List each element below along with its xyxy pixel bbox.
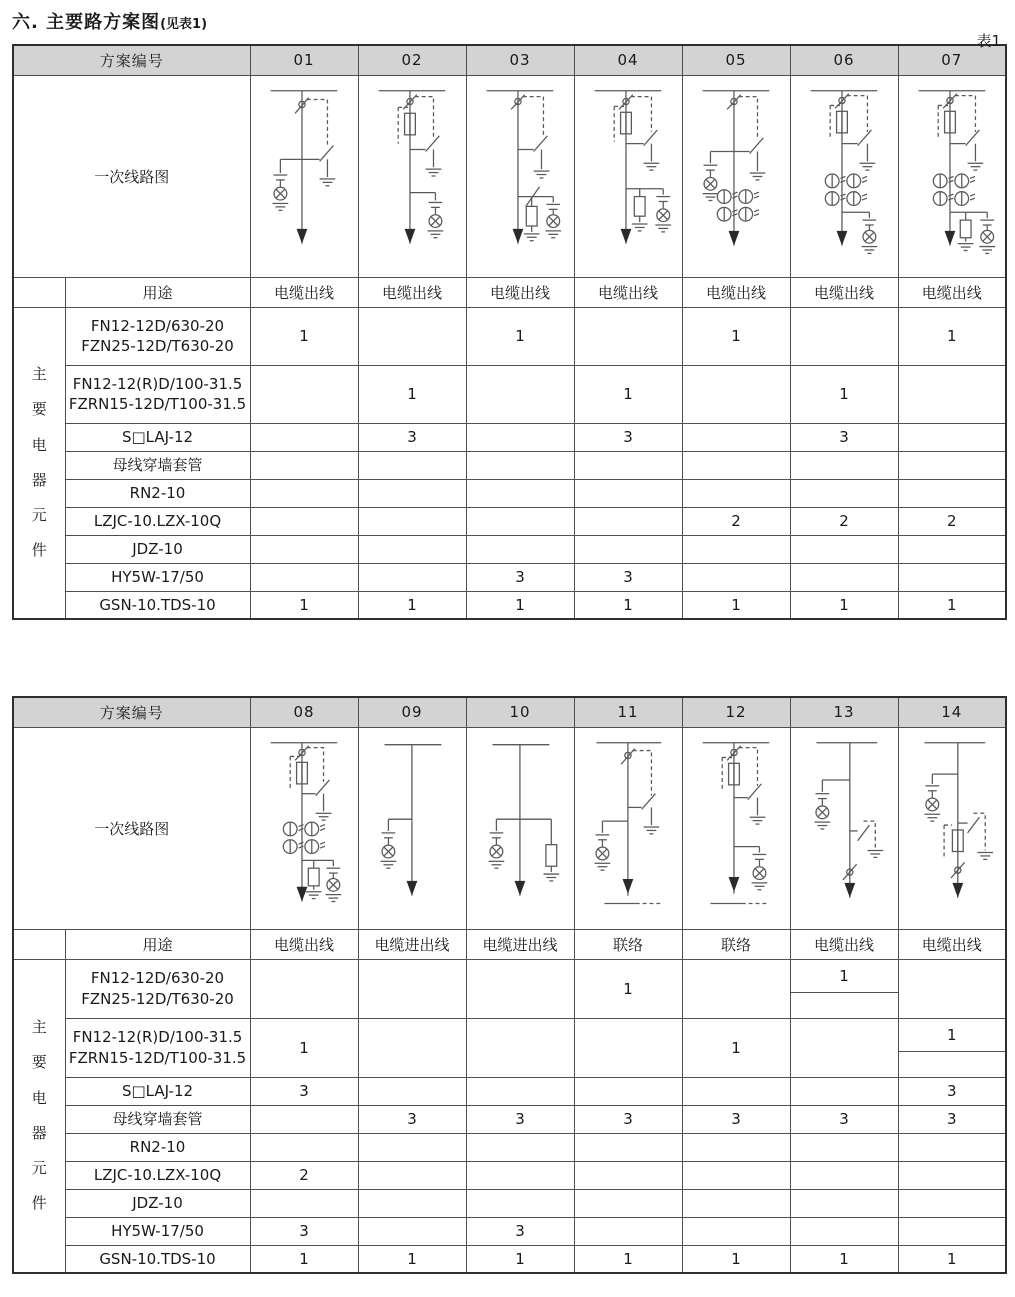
qty-cell: 3 <box>574 423 682 451</box>
qty-cell <box>466 507 574 535</box>
qty-cell <box>250 365 358 423</box>
primary-diagram-label: 一次线路图 <box>13 727 250 929</box>
qty-cell <box>466 1077 574 1105</box>
qty-cell <box>358 479 466 507</box>
scheme-number-03: 03 <box>466 45 574 75</box>
qty-cell <box>466 535 574 563</box>
qty-cell <box>898 451 1006 479</box>
usage-cell: 电缆出线 <box>574 277 682 307</box>
qty-cell <box>466 365 574 423</box>
circuit-diagram-04 <box>575 77 681 275</box>
qty-cell: 1 <box>250 307 358 365</box>
scheme-no-label: 方案编号 <box>13 45 250 75</box>
diagram-cell-03 <box>466 75 574 277</box>
qty-cell: 1 <box>898 1245 1006 1273</box>
table-tag: 表1 <box>976 32 1001 50</box>
component-row <box>13 563 1006 591</box>
usage-cell: 联络 <box>574 929 682 959</box>
diagram-cell-04 <box>574 75 682 277</box>
component-row <box>13 507 1006 535</box>
scheme-number-08: 08 <box>250 697 358 727</box>
qty-cell: 2 <box>250 1161 358 1189</box>
qty-cell: 1 <box>682 1018 790 1077</box>
usage-cell: 联络 <box>682 929 790 959</box>
component-row <box>13 1133 1006 1161</box>
qty-cell <box>898 1217 1006 1245</box>
component-row <box>13 451 1006 479</box>
qty-cell <box>358 1189 466 1217</box>
qty-cell: 2 <box>898 507 1006 535</box>
qty-cell <box>358 1077 466 1105</box>
qty-cell <box>898 365 1006 423</box>
diagram-cell-01 <box>250 75 358 277</box>
scheme-number-05: 05 <box>682 45 790 75</box>
qty-cell <box>574 1217 682 1245</box>
circuit-diagram-02 <box>359 77 465 275</box>
qty-cell <box>250 479 358 507</box>
qty-cell <box>682 1161 790 1189</box>
usage-cell: 电缆出线 <box>250 929 358 959</box>
qty-cell <box>898 1161 1006 1189</box>
qty-cell <box>466 1018 574 1077</box>
usage-label: 用途 <box>65 929 250 959</box>
component-name: S□LAJ-12 <box>65 1077 250 1105</box>
circuit-diagram-13 <box>791 729 897 927</box>
scheme-number-14: 14 <box>898 697 1006 727</box>
qty-cell <box>898 423 1006 451</box>
qty-cell-split: 1 <box>898 1018 1006 1077</box>
qty-cell: 2 <box>790 507 898 535</box>
main-components-label: 主要电器元件 <box>13 307 65 619</box>
qty-cell: 1 <box>898 307 1006 365</box>
qty-cell: 3 <box>466 563 574 591</box>
scheme-table-1 <box>12 44 1007 620</box>
diagram-cell-05 <box>682 75 790 277</box>
qty-cell <box>250 451 358 479</box>
component-name: RN2-10 <box>65 479 250 507</box>
usage-row <box>13 929 1006 959</box>
qty-cell <box>574 1018 682 1077</box>
diagram-cell-13 <box>790 727 898 929</box>
qty-cell: 3 <box>898 1105 1006 1133</box>
scheme-number-12: 12 <box>682 697 790 727</box>
qty-cell: 3 <box>574 563 682 591</box>
component-name: HY5W-17/50 <box>65 563 250 591</box>
qty-cell <box>574 1077 682 1105</box>
qty-cell: 1 <box>466 591 574 619</box>
qty-cell <box>682 451 790 479</box>
usage-cell: 电缆出线 <box>466 277 574 307</box>
component-row <box>13 307 1006 365</box>
scheme-number-04: 04 <box>574 45 682 75</box>
component-name: JDZ-10 <box>65 1189 250 1217</box>
qty-cell <box>790 479 898 507</box>
qty-cell <box>682 365 790 423</box>
qty-cell: 1 <box>574 959 682 1018</box>
qty-cell: 1 <box>358 591 466 619</box>
qty-cell <box>790 1077 898 1105</box>
qty-cell <box>250 507 358 535</box>
scheme-number-10: 10 <box>466 697 574 727</box>
qty-cell <box>790 563 898 591</box>
main-components-label: 主要电器元件 <box>13 959 65 1273</box>
qty-cell: 1 <box>250 1018 358 1077</box>
usage-cell: 电缆出线 <box>682 277 790 307</box>
scheme-number-06: 06 <box>790 45 898 75</box>
scheme-number-09: 09 <box>358 697 466 727</box>
qty-cell <box>898 1133 1006 1161</box>
usage-cell: 电缆出线 <box>250 277 358 307</box>
scheme-header-row <box>13 697 1006 727</box>
qty-cell <box>682 535 790 563</box>
qty-cell <box>682 1189 790 1217</box>
scheme-no-label: 方案编号 <box>13 697 250 727</box>
qty-cell: 1 <box>466 1245 574 1273</box>
qty-cell <box>358 959 466 1018</box>
primary-diagram-label: 一次线路图 <box>13 75 250 277</box>
qty-cell-split: 1 <box>790 959 898 1018</box>
qty-cell <box>574 451 682 479</box>
qty-cell: 3 <box>466 1217 574 1245</box>
qty-cell <box>682 1133 790 1161</box>
scheme-number-02: 02 <box>358 45 466 75</box>
component-name: GSN-10.TDS-10 <box>65 591 250 619</box>
qty-cell: 1 <box>358 365 466 423</box>
qty-cell: 3 <box>790 423 898 451</box>
qty-cell <box>358 563 466 591</box>
usage-cell: 电缆进出线 <box>466 929 574 959</box>
page-title-suffix: (见表1) <box>160 17 208 32</box>
diagram-row <box>13 727 1006 929</box>
qty-cell <box>358 307 466 365</box>
qty-cell <box>466 1189 574 1217</box>
qty-cell: 1 <box>682 307 790 365</box>
qty-cell <box>790 1018 898 1077</box>
qty-cell: 3 <box>250 1077 358 1105</box>
qty-cell: 1 <box>790 591 898 619</box>
qty-cell: 1 <box>790 365 898 423</box>
qty-cell: 1 <box>574 591 682 619</box>
qty-cell <box>574 1133 682 1161</box>
circuit-diagram-01 <box>251 77 357 275</box>
qty-cell: 3 <box>358 423 466 451</box>
qty-cell <box>250 959 358 1018</box>
qty-cell <box>790 1189 898 1217</box>
qty-cell: 1 <box>898 591 1006 619</box>
qty-cell <box>682 479 790 507</box>
circuit-diagram-07 <box>899 77 1005 275</box>
scheme-header-row <box>13 45 1006 75</box>
qty-cell: 3 <box>466 1105 574 1133</box>
component-name: FN12-12D/630-20 FZN25-12D/T630-20 <box>65 959 250 1018</box>
spacer-cell <box>13 277 65 307</box>
component-row <box>13 1189 1006 1217</box>
qty-cell <box>790 1133 898 1161</box>
component-row <box>13 423 1006 451</box>
qty-cell: 1 <box>250 591 358 619</box>
spacer-cell <box>13 929 65 959</box>
qty-cell <box>682 959 790 1018</box>
component-row <box>13 535 1006 563</box>
qty-cell: 1 <box>358 1245 466 1273</box>
component-name: S□LAJ-12 <box>65 423 250 451</box>
qty-cell <box>466 479 574 507</box>
component-row <box>13 591 1006 619</box>
page-title-text: 六. 主要路方案图 <box>12 12 161 33</box>
qty-cell <box>250 535 358 563</box>
component-row <box>13 1161 1006 1189</box>
qty-cell <box>898 535 1006 563</box>
qty-cell <box>790 451 898 479</box>
component-row <box>13 1077 1006 1105</box>
usage-cell: 电缆出线 <box>790 277 898 307</box>
component-row <box>13 365 1006 423</box>
qty-cell <box>358 507 466 535</box>
scheme-number-01: 01 <box>250 45 358 75</box>
qty-cell <box>466 1133 574 1161</box>
circuit-diagram-12 <box>683 729 789 927</box>
qty-cell <box>250 423 358 451</box>
qty-cell <box>250 563 358 591</box>
diagram-cell-11 <box>574 727 682 929</box>
qty-cell <box>358 1217 466 1245</box>
qty-cell <box>466 423 574 451</box>
scheme-number-11: 11 <box>574 697 682 727</box>
qty-cell <box>574 507 682 535</box>
qty-cell: 3 <box>358 1105 466 1133</box>
component-name: HY5W-17/50 <box>65 1217 250 1245</box>
scheme-number-07: 07 <box>898 45 1006 75</box>
qty-cell: 1 <box>250 1245 358 1273</box>
qty-cell <box>898 1189 1006 1217</box>
scheme-number-13: 13 <box>790 697 898 727</box>
component-row <box>13 1018 1006 1077</box>
qty-cell: 1 <box>790 1245 898 1273</box>
qty-cell: 1 <box>574 365 682 423</box>
diagram-cell-12 <box>682 727 790 929</box>
qty-cell: 3 <box>682 1105 790 1133</box>
component-name: RN2-10 <box>65 1133 250 1161</box>
component-name: 母线穿墙套管 <box>65 1105 250 1133</box>
qty-cell <box>682 563 790 591</box>
qty-cell: 1 <box>682 1245 790 1273</box>
qty-cell <box>250 1105 358 1133</box>
usage-cell: 电缆出线 <box>790 929 898 959</box>
qty-cell <box>682 1077 790 1105</box>
diagram-cell-10 <box>466 727 574 929</box>
qty-cell <box>574 1189 682 1217</box>
circuit-diagram-14 <box>899 729 1005 927</box>
component-row <box>13 1105 1006 1133</box>
circuit-diagram-11 <box>575 729 681 927</box>
qty-cell <box>466 451 574 479</box>
circuit-diagram-03 <box>467 77 573 275</box>
circuit-diagram-05 <box>683 77 789 275</box>
usage-cell: 电缆出线 <box>898 929 1006 959</box>
qty-cell <box>790 1161 898 1189</box>
qty-cell <box>250 1189 358 1217</box>
diagram-cell-14 <box>898 727 1006 929</box>
qty-cell: 3 <box>574 1105 682 1133</box>
qty-cell <box>358 1161 466 1189</box>
diagram-cell-07 <box>898 75 1006 277</box>
circuit-diagram-09 <box>359 729 465 927</box>
diagram-cell-02 <box>358 75 466 277</box>
component-row <box>13 959 1006 1018</box>
qty-cell <box>466 959 574 1018</box>
qty-cell <box>358 1018 466 1077</box>
usage-label: 用途 <box>65 277 250 307</box>
component-name: 母线穿墙套管 <box>65 451 250 479</box>
component-row <box>13 479 1006 507</box>
component-name: FN12-12(R)D/100-31.5 FZRN15-12D/T100-31.5 <box>65 365 250 423</box>
page-title <box>12 8 1005 38</box>
qty-cell <box>682 1217 790 1245</box>
qty-cell <box>574 479 682 507</box>
circuit-diagram-06 <box>791 77 897 275</box>
usage-cell: 电缆出线 <box>358 277 466 307</box>
component-name: GSN-10.TDS-10 <box>65 1245 250 1273</box>
qty-cell <box>250 1133 358 1161</box>
qty-cell <box>682 423 790 451</box>
usage-cell: 电缆进出线 <box>358 929 466 959</box>
qty-cell <box>358 1133 466 1161</box>
component-name: LZJC-10.LZX-10Q <box>65 507 250 535</box>
qty-cell: 3 <box>250 1217 358 1245</box>
qty-cell: 3 <box>898 1077 1006 1105</box>
qty-cell <box>898 479 1006 507</box>
scheme-table-2 <box>12 696 1007 1274</box>
qty-cell <box>898 563 1006 591</box>
usage-row <box>13 277 1006 307</box>
qty-cell <box>466 1161 574 1189</box>
component-name: JDZ-10 <box>65 535 250 563</box>
qty-cell <box>358 451 466 479</box>
qty-cell <box>790 535 898 563</box>
qty-cell <box>574 535 682 563</box>
diagram-row <box>13 75 1006 277</box>
circuit-diagram-08 <box>251 729 357 927</box>
component-name: FN12-12(R)D/100-31.5 FZRN15-12D/T100-31.5 <box>65 1018 250 1077</box>
qty-cell: 1 <box>466 307 574 365</box>
component-row <box>13 1217 1006 1245</box>
component-name: LZJC-10.LZX-10Q <box>65 1161 250 1189</box>
diagram-cell-09 <box>358 727 466 929</box>
qty-cell <box>574 1161 682 1189</box>
component-name: FN12-12D/630-20 FZN25-12D/T630-20 <box>65 307 250 365</box>
component-row <box>13 1245 1006 1273</box>
qty-cell: 1 <box>574 1245 682 1273</box>
qty-cell <box>790 1217 898 1245</box>
circuit-diagram-10 <box>467 729 573 927</box>
diagram-cell-06 <box>790 75 898 277</box>
usage-cell: 电缆出线 <box>898 277 1006 307</box>
qty-cell <box>574 307 682 365</box>
qty-cell <box>358 535 466 563</box>
qty-cell: 2 <box>682 507 790 535</box>
diagram-cell-08 <box>250 727 358 929</box>
qty-cell: 3 <box>790 1105 898 1133</box>
qty-cell <box>898 959 1006 1018</box>
qty-cell: 1 <box>682 591 790 619</box>
qty-cell <box>790 307 898 365</box>
